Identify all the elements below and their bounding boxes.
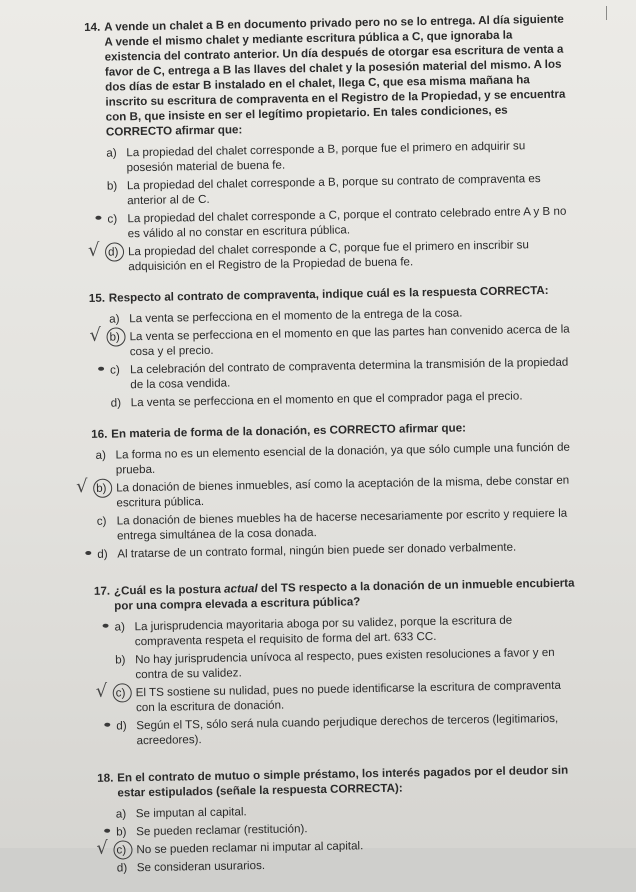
exam-content xyxy=(75,12,581,892)
question-header xyxy=(91,419,573,442)
option-text: La forma no es un elemento esencial de la donación, ya que sólo cumple una función de prueba. xyxy=(115,440,571,477)
option-letter: b) xyxy=(109,330,120,344)
option-text: La propiedad del chalet corresponde a B, porque fue el primero en adquirir su posesión material de buena fe. xyxy=(126,139,526,175)
option-c xyxy=(107,204,569,242)
options-list xyxy=(89,304,573,411)
option-text: Se consideran usurarios. xyxy=(136,858,266,875)
option-text: Según el TS, sólo será nula cuando perjudique derechos de terceros (legitimarios, acreedores). xyxy=(136,711,559,748)
option-letter: d) xyxy=(97,547,108,561)
option-letter: a) xyxy=(106,146,117,160)
option-text: La donación de bienes inmuebles, así como la aceptación de la misma, debe constar en escritura pública. xyxy=(116,473,570,510)
options-list xyxy=(95,611,578,748)
option-letter: d) xyxy=(107,245,119,259)
question-header xyxy=(89,283,571,306)
option-c xyxy=(95,677,578,715)
option-text: Al tratarse de un contrato formal, ningún bien puede ser donado verbalmente. xyxy=(117,540,517,561)
checkmark-icon: √ xyxy=(87,239,100,261)
pencil-dot-icon xyxy=(85,551,91,555)
option-letter: d) xyxy=(110,396,122,410)
pencil-dot-icon xyxy=(98,367,104,371)
option-letter: d) xyxy=(116,861,128,875)
question-number: 15. xyxy=(88,291,106,305)
option-b xyxy=(107,171,569,209)
option-letter: b) xyxy=(96,481,107,495)
option-text: La venta se perfecciona en el momento en que las partes han convenido acerca de la cosa y el precio. xyxy=(129,322,570,359)
option-text: La celebración del contrato de compraventa determina la transmisión de la propiedad de la cosa vendida. xyxy=(129,355,569,392)
option-text: No hay jurisprudencia unívoca al respecto, pues existen resoluciones a favor y en contra de su validez. xyxy=(135,645,555,682)
option-letter: c) xyxy=(116,843,127,857)
pencil-dot-icon xyxy=(103,624,109,628)
option-d xyxy=(87,237,570,275)
question-number: 14. xyxy=(84,20,101,34)
checkmark-icon: √ xyxy=(95,680,108,702)
question-text: Respecto al contrato de compraventa, indique cuál es la respuesta CORRECTA: xyxy=(108,283,549,305)
option-text: La jurisprudencia mayoritaria aboga por su validez, porque la escritura de compraventa respeta el requisito de forma del art. 633 CC. xyxy=(134,613,513,649)
option-c xyxy=(110,355,572,393)
option-letter: c) xyxy=(96,514,107,528)
checkmark-icon: √ xyxy=(75,476,88,498)
question-header xyxy=(84,12,568,140)
option-letter: a) xyxy=(114,620,126,634)
options-list xyxy=(75,440,575,562)
option-b xyxy=(89,322,571,360)
question-text xyxy=(114,576,576,614)
margin-pen-mark xyxy=(606,6,607,20)
question-number: 17. xyxy=(93,584,111,598)
question-14 xyxy=(84,12,570,275)
option-a xyxy=(95,440,573,478)
option-letter: b) xyxy=(106,179,118,193)
option-letter: c) xyxy=(115,686,126,700)
option-c xyxy=(97,506,575,544)
option-b xyxy=(75,473,574,511)
option-text: La donación de bienes muebles ha de hacerse necesariamente por escrito y requiere la entrega simultánea de la cosa donada. xyxy=(116,506,568,543)
options-list xyxy=(96,798,581,875)
option-text: Se imputan al capital. xyxy=(135,805,247,821)
pencil-dot-icon xyxy=(104,723,110,727)
option-text: La propiedad del chalet corresponde a C, porque fue el primero en inscribir su adquisición en el Registro de la Propiedad de buena fe. xyxy=(127,238,529,274)
question-15 xyxy=(89,283,573,411)
question-header xyxy=(97,762,579,800)
option-letter: b) xyxy=(115,653,126,667)
option-text: Se pueden reclamar (restitución). xyxy=(136,822,308,839)
option-text: La propiedad del chalet corresponde a B, porque su contrato de compraventa es anterior al de C. xyxy=(126,172,541,208)
question-text-emphasis: actual xyxy=(224,582,258,596)
option-letter: a) xyxy=(95,448,107,462)
question-18 xyxy=(97,762,581,875)
checkmark-icon: √ xyxy=(96,837,109,859)
question-text: En materia de forma de la donación, es CORRECTO afirmar que: xyxy=(111,421,467,441)
question-17 xyxy=(94,576,579,749)
option-letter: a) xyxy=(109,312,120,326)
question-text: En el contrato de mutuo o simple préstamo, los interés pagados por el deudor sin estar estipulados (señale la respuesta CORRECTA): xyxy=(117,763,569,800)
options-list xyxy=(87,138,570,275)
option-a xyxy=(114,611,576,649)
option-b xyxy=(115,644,577,682)
pencil-dot-icon xyxy=(95,216,101,220)
option-letter: a) xyxy=(115,807,127,821)
question-text-start: ¿Cuál es la postura xyxy=(113,582,225,598)
option-letter: c) xyxy=(110,363,120,377)
question-text: A vende un chalet a B en documento privado pero no se lo entrega. Al día siguiente A vende el mismo chalet y mediante escritura pública a C, que ignoraba la existencia del contrato anterior. Un día después de otorgar esa escritura de venta a favor de C, entrega a B las llaves del chalet y la posesión material del mismo. A los dos días de estar B instalado en el chalet, llega C, que esa misma mañana ha inscrito su escritura de compraventa en el Registro de la Propiedad, y se encuentra con B, que insiste en ser el legítimo propietario. En tales condiciones, es CORRECTO afirmar que: xyxy=(104,12,566,139)
question-text-end: del TS respecto a la donación de un inmueble encubierta por una compra elevada a escritura pública? xyxy=(114,576,575,613)
question-number: 18. xyxy=(97,771,114,785)
checkmark-icon: √ xyxy=(89,324,102,346)
option-letter: b) xyxy=(116,825,127,839)
option-a xyxy=(106,138,568,176)
question-16 xyxy=(75,419,575,562)
option-text: No se pueden reclamar ni imputar al capital. xyxy=(136,839,364,857)
question-number: 16. xyxy=(91,427,108,441)
question-header xyxy=(94,576,576,614)
option-letter: c) xyxy=(107,212,118,226)
pencil-dot-icon xyxy=(104,829,110,833)
option-text: La venta se perfecciona en el momento en que el comprador paga el precio. xyxy=(130,389,523,410)
option-text: El TS sostiene su nulidad, pues no puede identificarse la escritura de compraventa con la escritura de donación. xyxy=(135,678,561,715)
option-letter: d) xyxy=(116,719,127,733)
option-d xyxy=(116,710,578,748)
option-text: La venta se perfecciona en el momento de la entrega de la cosa. xyxy=(129,306,463,326)
option-text: La propiedad del chalet corresponde a C, porque el contrato celebrado entre A y B no es válido al no constar en escritura pública. xyxy=(127,204,567,241)
